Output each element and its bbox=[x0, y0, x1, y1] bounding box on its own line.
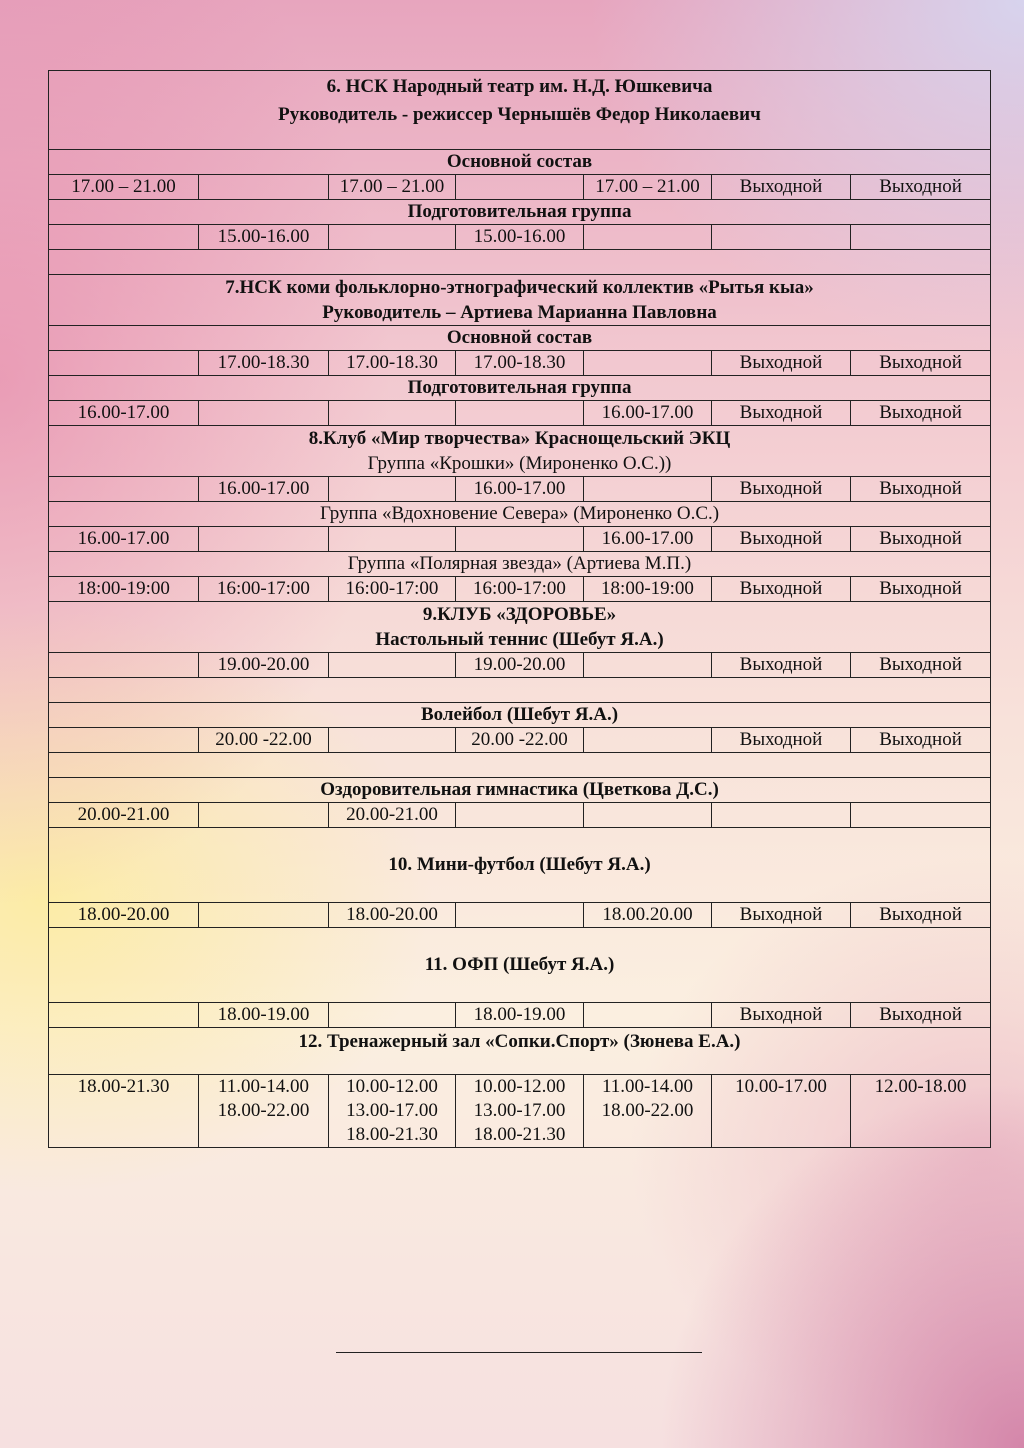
cell: Выходной bbox=[851, 175, 991, 200]
section-10-row bbox=[49, 903, 991, 928]
cell bbox=[584, 1003, 712, 1028]
cell: Выходной bbox=[851, 903, 991, 928]
time-slot: 13.00-17.00 bbox=[346, 1100, 438, 1121]
cell bbox=[199, 401, 329, 426]
cell bbox=[584, 1075, 712, 1148]
section-9-tennis-row bbox=[49, 653, 991, 678]
cell: 18.00.20.00 bbox=[584, 903, 712, 928]
cell bbox=[199, 175, 329, 200]
cell: 16:00-17:00 bbox=[199, 577, 329, 602]
cell: 19.00-20.00 bbox=[456, 653, 584, 678]
section-8-group2-label: Группа «Вдохновение Севера» (Мироненко О.С.) bbox=[49, 502, 991, 527]
cell bbox=[329, 728, 456, 753]
section-7-prep-row bbox=[49, 401, 991, 426]
section-6-subtitle: Руководитель - режиссер Чернышёв Федор Николаевич bbox=[278, 104, 761, 125]
cell bbox=[49, 477, 199, 502]
section-9-title: 9.КЛУБ «ЗДОРОВЬЕ» bbox=[422, 604, 617, 625]
cell bbox=[456, 803, 584, 828]
cell bbox=[851, 1075, 991, 1148]
section-6-main-label: Основной состав bbox=[49, 150, 991, 175]
section-7-main-row bbox=[49, 351, 991, 376]
cell bbox=[49, 1003, 199, 1028]
section-7-main-label: Основной состав bbox=[49, 326, 991, 351]
time-slot: 13.00-17.00 bbox=[473, 1100, 566, 1121]
time-slot: 18.00-21.30 bbox=[346, 1124, 438, 1145]
cell: 18.00-19.00 bbox=[199, 1003, 329, 1028]
footer-divider bbox=[336, 1352, 702, 1353]
schedule-table bbox=[48, 70, 991, 1148]
cell: Выходной bbox=[851, 527, 991, 552]
cell: Выходной bbox=[712, 351, 851, 376]
cell bbox=[584, 653, 712, 678]
cell bbox=[456, 401, 584, 426]
cell: Выходной bbox=[712, 401, 851, 426]
cell: 15.00-16.00 bbox=[199, 225, 329, 250]
cell bbox=[199, 803, 329, 828]
cell bbox=[49, 1075, 199, 1148]
cell bbox=[329, 653, 456, 678]
section-11-header bbox=[49, 928, 991, 1003]
cell: Выходной bbox=[851, 577, 991, 602]
time-slot: 10.00-12.00 bbox=[346, 1076, 438, 1097]
section-7-header bbox=[49, 275, 991, 326]
cell bbox=[199, 1075, 329, 1148]
cell: Выходной bbox=[712, 477, 851, 502]
cell bbox=[49, 351, 199, 376]
cell bbox=[712, 1075, 851, 1148]
cell: 18.00-20.00 bbox=[49, 903, 199, 928]
cell bbox=[851, 803, 991, 828]
cell bbox=[584, 477, 712, 502]
cell: 20.00 -22.00 bbox=[199, 728, 329, 753]
cell: 18:00-19:00 bbox=[584, 577, 712, 602]
cell: 17.00 – 21.00 bbox=[49, 175, 199, 200]
cell: 16:00-17:00 bbox=[456, 577, 584, 602]
time-slot: 18.00-21.30 bbox=[473, 1124, 566, 1145]
cell: 17.00 – 21.00 bbox=[329, 175, 456, 200]
cell bbox=[456, 1075, 584, 1148]
cell: 16:00-17:00 bbox=[329, 577, 456, 602]
cell: Выходной bbox=[712, 527, 851, 552]
time-slot: 10.00-17.00 bbox=[735, 1076, 827, 1097]
cell: Выходной bbox=[851, 351, 991, 376]
cell: 20.00-21.00 bbox=[329, 803, 456, 828]
cell bbox=[329, 527, 456, 552]
empty-row bbox=[49, 250, 991, 275]
cell bbox=[712, 803, 851, 828]
section-9-volley-row bbox=[49, 728, 991, 753]
cell: 16.00-17.00 bbox=[584, 401, 712, 426]
cell: Выходной bbox=[712, 175, 851, 200]
cell bbox=[584, 803, 712, 828]
time-slot: 12.00-18.00 bbox=[874, 1076, 967, 1097]
section-6-prep-label: Подготовительная группа bbox=[49, 200, 991, 225]
section-12-row bbox=[49, 1075, 991, 1148]
time-slot: 18.00-22.00 bbox=[217, 1100, 310, 1121]
cell bbox=[49, 653, 199, 678]
cell bbox=[329, 401, 456, 426]
section-8-header bbox=[49, 426, 991, 477]
cell: Выходной bbox=[851, 401, 991, 426]
time-slot: 10.00-12.00 bbox=[473, 1076, 566, 1097]
cell bbox=[456, 903, 584, 928]
time-slot: 11.00-14.00 bbox=[217, 1076, 310, 1097]
cell bbox=[199, 903, 329, 928]
section-8-group1-row bbox=[49, 477, 991, 502]
section-7-title: 7.НСК коми фольклорно-этнографический коллектив «Рытья кыа» bbox=[225, 277, 814, 298]
cell: 17.00-18.30 bbox=[329, 351, 456, 376]
cell bbox=[199, 527, 329, 552]
section-8-group2-row bbox=[49, 527, 991, 552]
section-11-title: 11. ОФП (Шебут Я.А.) bbox=[49, 928, 991, 1003]
empty-row bbox=[49, 753, 991, 778]
section-6-header bbox=[49, 71, 991, 150]
cell: 17.00 – 21.00 bbox=[584, 175, 712, 200]
section-6-main-row bbox=[49, 175, 991, 200]
section-6-title: 6. НСК Народный театр им. Н.Д. Юшкевича bbox=[326, 76, 713, 97]
section-9-tennis-label: Настольный теннис (Шебут Я.А.) bbox=[375, 629, 664, 650]
cell: 17.00-18.30 bbox=[456, 351, 584, 376]
cell bbox=[584, 225, 712, 250]
cell: 16.00-17.00 bbox=[49, 527, 199, 552]
section-9-gym-row bbox=[49, 803, 991, 828]
cell: Выходной bbox=[851, 653, 991, 678]
cell: Выходной bbox=[851, 1003, 991, 1028]
section-6-prep-row bbox=[49, 225, 991, 250]
cell: Выходной bbox=[712, 653, 851, 678]
cell: 16.00-17.00 bbox=[199, 477, 329, 502]
cell bbox=[851, 225, 991, 250]
cell: 19.00-20.00 bbox=[199, 653, 329, 678]
cell bbox=[49, 225, 199, 250]
cell bbox=[329, 1075, 456, 1148]
cell: Выходной bbox=[851, 728, 991, 753]
cell bbox=[712, 225, 851, 250]
section-10-header bbox=[49, 828, 991, 903]
cell bbox=[456, 527, 584, 552]
section-8-group1-label: Группа «Крошки» (Мироненко О.С.)) bbox=[367, 453, 672, 474]
time-slot: 11.00-14.00 bbox=[601, 1076, 694, 1097]
section-10-title: 10. Мини-футбол (Шебут Я.А.) bbox=[49, 828, 991, 903]
cell: 20.00 -22.00 bbox=[456, 728, 584, 753]
cell: 18.00-20.00 bbox=[329, 903, 456, 928]
cell: Выходной bbox=[851, 477, 991, 502]
cell: 16.00-17.00 bbox=[49, 401, 199, 426]
section-12-title: 12. Тренажерный зал «Сопки.Спорт» (Зюнева Е.А.) bbox=[49, 1028, 991, 1075]
section-8-group3-label: Группа «Полярная звезда» (Артиева М.П.) bbox=[49, 552, 991, 577]
cell bbox=[329, 1003, 456, 1028]
cell: Выходной bbox=[712, 903, 851, 928]
cell: Выходной bbox=[712, 1003, 851, 1028]
time-slot: 18.00-22.00 bbox=[601, 1100, 694, 1121]
section-9-gym-label: Оздоровительная гимнастика (Цветкова Д.С.) bbox=[49, 778, 991, 803]
cell bbox=[329, 477, 456, 502]
cell: 16.00-17.00 bbox=[584, 527, 712, 552]
cell bbox=[456, 175, 584, 200]
cell bbox=[329, 225, 456, 250]
section-7-prep-label: Подготовительная группа bbox=[49, 376, 991, 401]
cell: 18.00-19.00 bbox=[456, 1003, 584, 1028]
cell: 16.00-17.00 bbox=[456, 477, 584, 502]
time-slot: 18.00-21.30 bbox=[77, 1076, 170, 1097]
section-8-title: 8.Клуб «Мир творчества» Краснощельский ЭКЦ bbox=[308, 428, 731, 449]
cell: 20.00-21.00 bbox=[49, 803, 199, 828]
cell: 17.00-18.30 bbox=[199, 351, 329, 376]
section-9-volley-label: Волейбол (Шебут Я.А.) bbox=[49, 703, 991, 728]
cell: Выходной bbox=[712, 577, 851, 602]
cell: 18:00-19:00 bbox=[49, 577, 199, 602]
section-7-subtitle: Руководитель – Артиева Марианна Павловна bbox=[322, 302, 717, 323]
section-8-group3-row bbox=[49, 577, 991, 602]
section-12-header bbox=[49, 1028, 991, 1075]
cell bbox=[584, 351, 712, 376]
section-9-header bbox=[49, 602, 991, 653]
cell bbox=[49, 728, 199, 753]
cell: Выходной bbox=[712, 728, 851, 753]
cell: 15.00-16.00 bbox=[456, 225, 584, 250]
cell bbox=[584, 728, 712, 753]
empty-row bbox=[49, 678, 991, 703]
section-11-row bbox=[49, 1003, 991, 1028]
